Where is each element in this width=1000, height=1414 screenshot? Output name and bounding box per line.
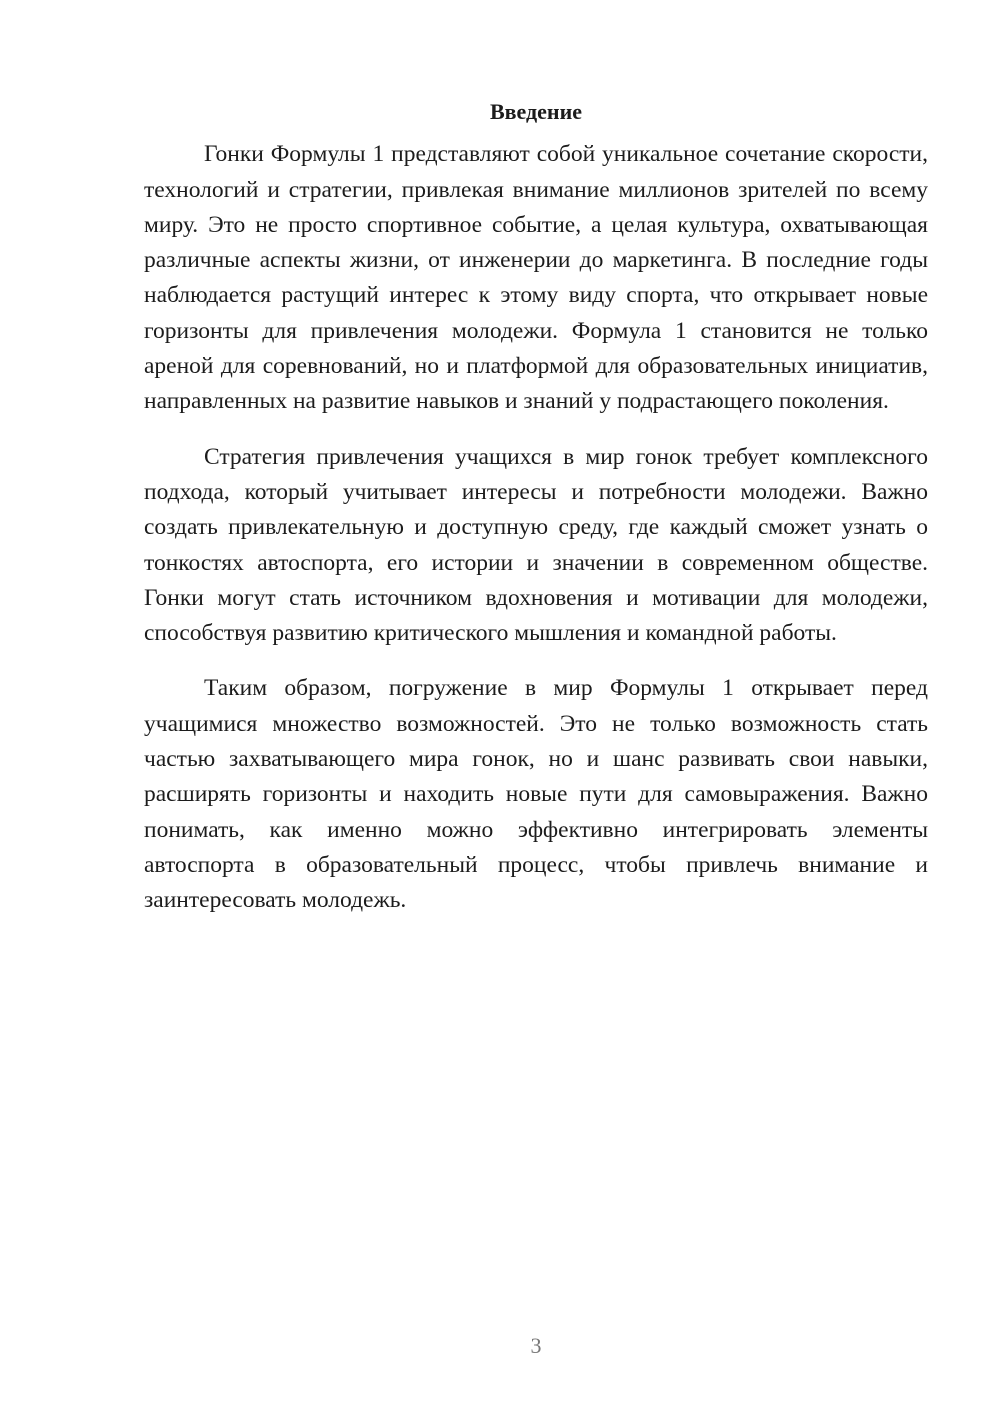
paragraph-3: Таким образом, погружение в мир Формулы 1 открывает перед учащимися множество возможностей. Это не только возможность стать частью захватывающего мира гонок, но и шанс развивать свои навыки, расширять горизонты и находить новые пути для самовыражения. Важно понимать, как именно можно эффективно интегрировать элементы автоспорта в образовательный процесс, чтобы привлечь внимание и заинтересовать молодежь. bbox=[144, 675, 928, 914]
page-content bbox=[144, 94, 928, 919]
paragraph-1: Гонки Формулы 1 представляют собой уникальное сочетание скорости, технологий и стратегии, привлекая внимание миллионов зрителей по всему миру. Это не просто спортивное событие, а целая культура, охватывающая различные аспекты жизни, от инженерии до маркетинга. В последние годы наблюдается растущий интерес к этому виду спорта, что открывает новые горизонты для привлечения молодежи. Формула 1 становится не только ареной для соревнований, но и платформой для образовательных инициатив, направленных на развитие навыков и знаний у подрастающего поколения. bbox=[144, 141, 928, 415]
section-title: Введение bbox=[489, 99, 583, 124]
page-number: 3 bbox=[530, 1333, 542, 1358]
paragraph-2: Стратегия привлечения учащихся в мир гонок требует комплексного подхода, который учитывает интересы и потребности молодежи. Важно создать привлекательную и доступную среду, где каждый сможет узнать о тонкостях автоспорта, его истории и значении в современном обществе. Гонки могут стать источником вдохновения и мотивации для молодежи, способствуя развитию критического мышления и командной работы. bbox=[144, 443, 928, 647]
